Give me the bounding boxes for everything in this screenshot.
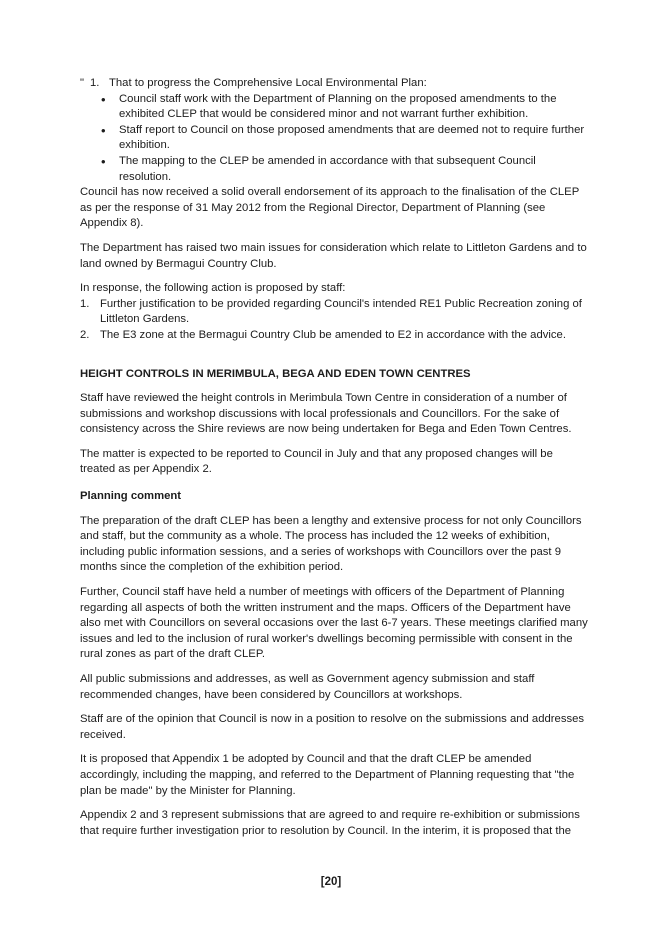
resolution-item bbox=[80, 76, 590, 92]
subsection-heading: Planning comment bbox=[80, 490, 182, 503]
action-item bbox=[80, 297, 590, 328]
bullet-item: • Staff report to Council on those proposed amendments that are deemed not to require further exhibition. bbox=[101, 123, 590, 154]
height-paragraph: The matter is expected to be reported to Council in July and that any proposed changes will be treated as per Appendix 2. bbox=[80, 447, 553, 476]
planning-paragraph: The preparation of the draft CLEP has been a lengthy and extensive process for not only Councillors and staff, but the community as a whole. The process has included the 12 weeks of exhibition, including public information sessions, and a series of workshops with Councillors over the past 9 months since the completion of the exhibition period. bbox=[80, 514, 582, 574]
planning-paragraph: Staff are of the opinion that Council is now in a position to resolve on the submissions and addresses received. bbox=[80, 713, 585, 741]
planning-paragraph: Appendix 2 and 3 represent submissions that are agreed to and require re-exhibition or submissions that require further investigation prior to resolution by Council. In the interim, it is proposed that the bbox=[80, 809, 580, 837]
action-text: Further justification to be provided regarding Council's intended RE1 Public Recreation zoning of Littleton Gardens. bbox=[100, 297, 582, 326]
height-paragraph: Staff have reviewed the height controls in Merimbula Town Centre in consideration of a number of submissions and workshop discussions with local professionals and Councillors. For the sake of consistency across the Shire reviews are now being undertaken for Bega and Eden Town Centres. bbox=[80, 392, 572, 436]
resolution-item-number: 1. bbox=[90, 77, 100, 89]
planning-paragraph: It is proposed that Appendix 1 be adopted by Council and that the draft CLEP be amended accordingly, including the mapping, and referred to the Department of Planning requesting that "the plan be made" by the Minister for Planning. bbox=[80, 753, 575, 797]
quote-mark: " bbox=[80, 77, 85, 89]
action-list bbox=[80, 297, 590, 344]
bullet-item: • The mapping to the CLEP be amended in accordance with that subsequent Council resolution. bbox=[101, 154, 590, 185]
response-intro: In response, the following action is proposed by staff: bbox=[80, 282, 346, 295]
action-number: 1. bbox=[80, 297, 90, 310]
action-number: 2. bbox=[80, 328, 90, 341]
endorsement-paragraph: Council has now received a solid overall endorsement of its approach to the finalisation of the CLEP as per the response of 31 May 2012 from the Regional Director, Department of Planning (see Appendix 8). bbox=[80, 186, 580, 230]
action-text: The E3 zone at the Bermagui Country Club be amended to E2 in accordance with the advice. bbox=[100, 328, 566, 341]
page-number: [20] bbox=[320, 876, 342, 888]
action-item bbox=[80, 328, 590, 344]
bullet-item: • Council staff work with the Department of Planning on the proposed amendments to the exhibited CLEP that would be considered minor and not warrant further exhibition. bbox=[101, 92, 590, 123]
section-heading: HEIGHT CONTROLS IN MERIMBULA, BEGA AND EDEN TOWN CENTRES bbox=[80, 367, 471, 380]
planning-paragraph: All public submissions and addresses, as well as Government agency submission and staff recommended changes, have been considered by Councillors at workshops. bbox=[80, 673, 535, 701]
resolution-item-text: That to progress the Comprehensive Local Environmental Plan: bbox=[109, 77, 427, 89]
resolution-bullets bbox=[80, 92, 590, 186]
page-content bbox=[80, 76, 590, 839]
planning-paragraph: Further, Council staff have held a number of meetings with officers of the Department of Planning regarding all aspects of both the written instrument and the maps. Officers of the Department have also met with Councillors on several occasions over the last 6-7 years. These meetings clarified many issues and led to the inclusion of rural worker's dwellings becoming permissible with consent in the rural zones as part of the draft CLEP. bbox=[80, 586, 588, 661]
issues-paragraph: The Department has raised two main issues for consideration which relate to Littleton Gardens and to land owned by Bermagui Country Club. bbox=[80, 241, 587, 270]
